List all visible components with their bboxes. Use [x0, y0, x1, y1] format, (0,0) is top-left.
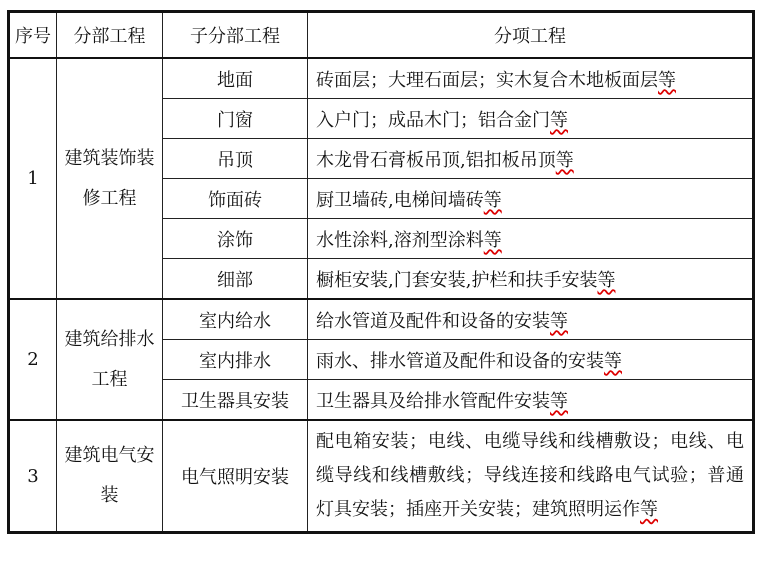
construction-division-table — [7, 10, 755, 534]
subdivision-cell: 地面 — [163, 58, 308, 99]
subitem-cell: 给水管道及配件和设备的安装等 — [308, 299, 754, 340]
subdivision-cell: 吊顶 — [163, 139, 308, 179]
group-number: 1 — [9, 58, 57, 299]
division-name: 建筑给排水工程 — [57, 299, 163, 420]
table-row — [9, 299, 754, 340]
subdivision-cell: 卫生器具安装 — [163, 380, 308, 421]
subdivision-cell: 饰面砖 — [163, 179, 308, 219]
division-name: 建筑电气安装 — [57, 420, 163, 533]
subdivision-cell: 涂饰 — [163, 219, 308, 259]
subdivision-cell: 细部 — [163, 259, 308, 300]
table-row — [9, 420, 754, 533]
header-no: 序号 — [9, 12, 57, 59]
group-number: 2 — [9, 299, 57, 420]
subitem-cell: 配电箱安装；电线、电缆导线和线槽敷设；电线、电缆导线和线槽敷线；导线连接和线路电气试验；普通灯具安装；插座开关安装；建筑照明运作等 — [308, 420, 754, 533]
subitem-cell: 入户门；成品木门；铝合金门等 — [308, 99, 754, 139]
subitem-cell: 卫生器具及给排水管配件安装等 — [308, 380, 754, 421]
subdivision-cell: 室内排水 — [163, 340, 308, 380]
header-subdivision: 子分部工程 — [163, 12, 308, 59]
subdivision-cell: 门窗 — [163, 99, 308, 139]
table-header-row — [9, 12, 754, 59]
header-division: 分部工程 — [57, 12, 163, 59]
subitem-cell: 雨水、排水管道及配件和设备的安装等 — [308, 340, 754, 380]
group-number: 3 — [9, 420, 57, 533]
subdivision-cell: 室内给水 — [163, 299, 308, 340]
division-name: 建筑装饰装修工程 — [57, 58, 163, 299]
subitem-cell: 木龙骨石膏板吊顶,铝扣板吊顶等 — [308, 139, 754, 179]
subitem-cell: 水性涂料,溶剂型涂料等 — [308, 219, 754, 259]
table-row — [9, 58, 754, 99]
header-subitem: 分项工程 — [308, 12, 754, 59]
subdivision-cell: 电气照明安装 — [163, 420, 308, 533]
subitem-cell: 橱柜安装,门套安装,护栏和扶手安装等 — [308, 259, 754, 300]
subitem-cell: 厨卫墙砖,电梯间墙砖等 — [308, 179, 754, 219]
subitem-cell: 砖面层；大理石面层；实木复合木地板面层等 — [308, 58, 754, 99]
